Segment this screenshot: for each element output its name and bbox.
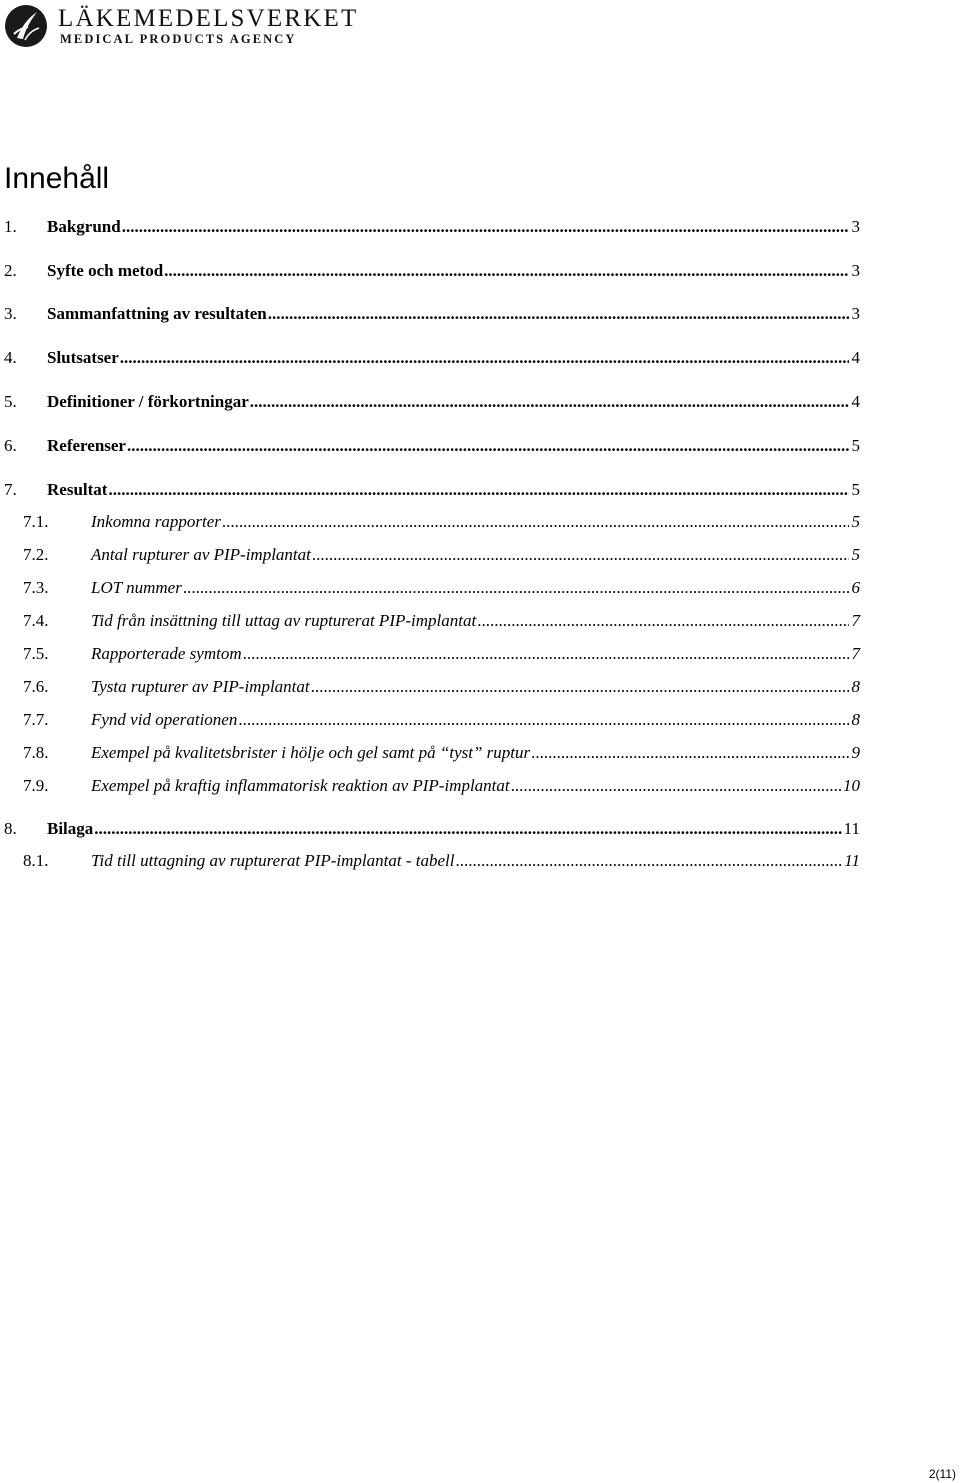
toc-entry[interactable] [0, 436, 860, 462]
toc-title: Innehåll [4, 162, 110, 195]
toc-entry-page: 11 [844, 851, 860, 870]
toc-entry-number: 2. [4, 261, 17, 280]
toc-entry-number: 7.5. [23, 644, 49, 663]
toc-entry[interactable] [0, 512, 860, 538]
toc-dot-leader [455, 851, 843, 871]
toc-entry[interactable] [0, 851, 860, 877]
toc-entry-number: 7.8. [23, 743, 49, 762]
toc-entry-page: 4 [851, 348, 860, 367]
toc-dot-leader [250, 392, 849, 412]
toc-dot-leader [120, 348, 849, 368]
toc-entry-label: Rapporterade symtom [91, 644, 242, 663]
toc-entry-label: Definitioner / förkortningar [47, 392, 249, 411]
toc-dot-leader [108, 480, 849, 500]
toc-entry-number: 7.1. [23, 512, 49, 531]
toc-entry-number: 1. [4, 217, 17, 236]
toc-entry-page: 8 [851, 710, 860, 729]
toc-entry[interactable] [0, 776, 860, 802]
toc-entry-label: Tid från insättning till uttag av rupturerat PIP-implantat [91, 611, 477, 630]
toc-entry-number: 6. [4, 436, 17, 455]
toc-entry[interactable] [0, 578, 860, 604]
page-indicator: 2(11) [928, 1467, 956, 1481]
toc-entry-label: Fynd vid operationen [91, 710, 238, 729]
toc-entry-number: 5. [4, 392, 17, 411]
toc-entry-label: Referenser [47, 436, 126, 455]
toc-entry-label: Tid till uttagning av rupturerat PIP-implantat - tabell [91, 851, 455, 870]
toc-entry-page: 3 [851, 261, 860, 280]
toc-dot-leader [511, 776, 842, 796]
toc-entry-page: 5 [851, 480, 860, 499]
toc-entry-number: 8. [4, 819, 17, 838]
toc-entry-number: 7.2. [23, 545, 49, 564]
toc-entry-label: Sammanfattning av resultaten [47, 304, 267, 323]
toc-entry[interactable] [0, 819, 860, 845]
toc-entry-number: 7.9. [23, 776, 49, 795]
toc-entry-label: Resultat [47, 480, 108, 499]
toc-entry-page: 9 [851, 743, 860, 762]
toc-entry-label: Inkomna rapporter [91, 512, 221, 531]
toc-entry-number: 4. [4, 348, 17, 367]
toc-entry-label: Bilaga [47, 819, 94, 838]
toc-entry[interactable] [0, 480, 860, 506]
toc-entry-page: 5 [851, 436, 860, 455]
toc-entry-number: 8.1. [23, 851, 49, 870]
toc-entry-page: 11 [843, 819, 860, 838]
toc-dot-leader [122, 217, 849, 237]
toc-entry-page: 8 [851, 677, 860, 696]
toc-entry[interactable] [0, 545, 860, 571]
toc-dot-leader [531, 743, 849, 763]
toc-entry[interactable] [0, 304, 860, 330]
toc-entry[interactable] [0, 348, 860, 374]
toc-entry-page: 5 [851, 512, 860, 531]
toc-entry-page: 4 [851, 392, 860, 411]
toc-dot-leader [222, 512, 849, 532]
toc-dot-leader [238, 710, 849, 730]
toc-entry-label: Tysta rupturer av PIP-implantat [91, 677, 310, 696]
toc-entry-page: 7 [851, 644, 860, 663]
toc-entry-number: 7.3. [23, 578, 49, 597]
toc-dot-leader [311, 677, 849, 697]
toc-entry[interactable] [0, 743, 860, 769]
toc-entry[interactable] [0, 217, 860, 243]
toc-entry-label: Exempel på kraftig inflammatorisk reaktion av PIP-implantat [91, 776, 510, 795]
toc-entry-label: Antal rupturer av PIP-implantat [91, 545, 311, 564]
logo-subtitle: MEDICAL PRODUCTS AGENCY [60, 32, 297, 46]
toc-entry-number: 3. [4, 304, 17, 323]
toc-entry-label: Exempel på kvalitetsbrister i hölje och gel samt på “tyst” ruptur [91, 743, 531, 762]
toc-entry[interactable] [0, 644, 860, 670]
toc-entry-label: Bakgrund [47, 217, 121, 236]
toc-entry-label: LOT nummer [91, 578, 182, 597]
toc-dot-leader [477, 611, 849, 631]
toc-entry[interactable] [0, 611, 860, 637]
toc-entry-page: 10 [843, 776, 860, 795]
toc-dot-leader [164, 261, 849, 281]
toc-dot-leader [127, 436, 849, 456]
toc-entry[interactable] [0, 392, 860, 418]
toc-dot-leader [183, 578, 849, 598]
toc-entry-label: Syfte och metod [47, 261, 164, 280]
toc-entry[interactable] [0, 710, 860, 736]
toc-entry-number: 7.4. [23, 611, 49, 630]
toc-entry-page: 5 [851, 545, 860, 564]
toc-entry-number: 7. [4, 480, 17, 499]
toc-entry-page: 3 [851, 304, 860, 323]
toc-entry-number: 7.6. [23, 677, 49, 696]
toc-entry[interactable] [0, 677, 860, 703]
toc-entry-page: 6 [851, 578, 860, 597]
toc-dot-leader [312, 545, 849, 565]
toc-dot-leader [94, 819, 842, 839]
toc-entry-number: 7.7. [23, 710, 49, 729]
toc-entry-page: 7 [851, 611, 860, 630]
toc-entry[interactable] [0, 261, 860, 287]
toc-entry-page: 3 [851, 217, 860, 236]
toc-dot-leader [268, 304, 849, 324]
logo-name: LÄKEMEDELSVERKET [58, 5, 359, 32]
toc-entry-label: Slutsatser [47, 348, 119, 367]
toc-dot-leader [243, 644, 849, 664]
